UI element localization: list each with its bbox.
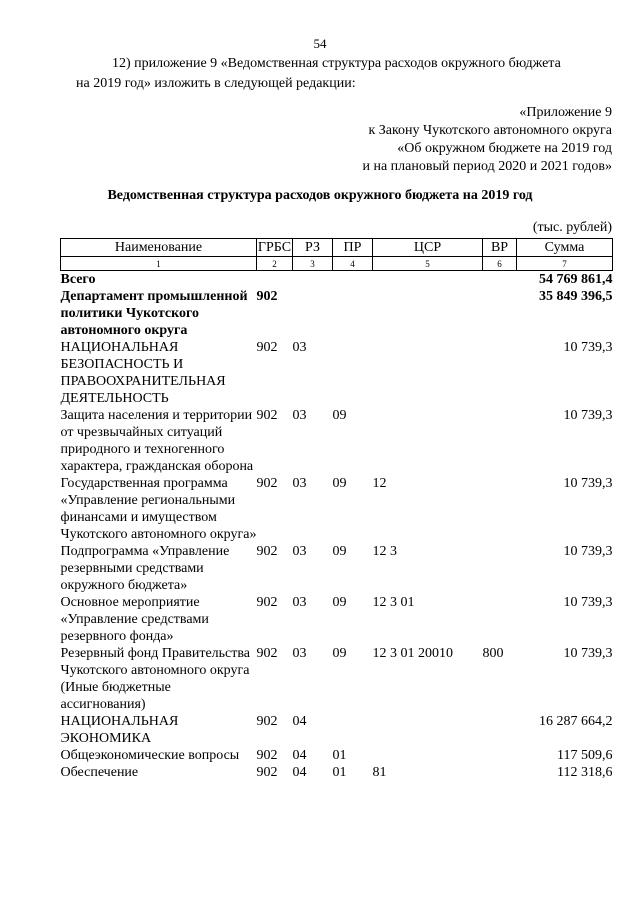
amendment-line-2: на 2019 год» изложить в следующей редакции: [76, 76, 356, 91]
row-pr: 09 [332, 408, 347, 423]
row-rz: 03 [292, 408, 307, 423]
row-sum: 10 739,3 [563, 476, 613, 491]
amendment-text [76, 54, 616, 94]
table-row [61, 764, 613, 781]
row-grbs: 902 [256, 748, 278, 763]
row-rz: 03 [292, 646, 307, 661]
row-vr [483, 339, 517, 407]
row-grbs: 902 [256, 289, 278, 304]
row-grbs: 902 [256, 765, 278, 780]
header-grbs: ГРБС [257, 239, 292, 255]
header-name: Наименование [61, 239, 257, 257]
header-rz: РЗ [293, 239, 333, 257]
row-grbs: 902 [256, 646, 278, 661]
table-row [61, 543, 613, 594]
table-row [61, 594, 613, 645]
row-sum: 10 739,3 [563, 340, 613, 355]
row-name: Всего [60, 272, 96, 287]
row-pr: 09 [332, 595, 347, 610]
row-csr: 81 [372, 765, 387, 780]
table-row [61, 645, 613, 713]
row-grbs: 902 [256, 714, 278, 729]
row-vr [483, 407, 517, 475]
annex-line: к Закону Чукотского автономного округа [368, 123, 612, 138]
row-sum: 10 739,3 [563, 544, 613, 559]
row-csr [373, 713, 483, 747]
units-label: (тыс. рублей) [532, 220, 612, 235]
row-grbs: 902 [256, 476, 278, 491]
row-name: Общеэкономические вопросы [60, 748, 240, 763]
annex-header [362, 104, 612, 176]
row-name: Основное мероприятие «Управление средствами резервного фонда» [60, 595, 209, 644]
row-vr [483, 475, 517, 543]
document-title: Ведомственная структура расходов окружного бюджета на 2019 год [107, 188, 533, 203]
row-grbs: 902 [256, 544, 278, 559]
row-grbs: 902 [256, 595, 278, 610]
row-sum: 16 287 664,2 [539, 714, 613, 729]
row-grbs: 902 [256, 408, 278, 423]
row-sum: 10 739,3 [563, 595, 613, 610]
row-vr: 800 [482, 646, 504, 661]
table-row [61, 475, 613, 543]
header-vr: ВР [483, 239, 517, 257]
row-name: НАЦИОНАЛЬНАЯ БЕЗОПАСНОСТЬ И ПРАВООХРАНИТЕЛЬНАЯ ДЕЯТЕЛЬНОСТЬ [60, 340, 226, 406]
table-row [61, 288, 613, 339]
row-pr [333, 339, 373, 407]
row-name: Защита населения и территории от чрезвычайных ситуаций природного и техногенного характера, гражданская оборона [60, 408, 254, 474]
row-rz: 03 [292, 476, 307, 491]
table-header-row [61, 239, 613, 257]
row-rz: 04 [292, 714, 307, 729]
row-rz: 04 [292, 748, 307, 763]
row-vr [483, 713, 517, 747]
column-number: 5 [373, 257, 483, 271]
table-row [61, 271, 613, 289]
table-row [61, 407, 613, 475]
table-row [61, 339, 613, 407]
row-pr: 01 [332, 748, 347, 763]
row-sum: 117 509,6 [557, 748, 613, 763]
row-vr [483, 747, 517, 764]
row-name: Обеспечение [60, 765, 139, 780]
header-pr: ПР [333, 239, 373, 257]
header-csr: ЦСР [373, 239, 483, 257]
row-pr [333, 288, 373, 339]
annex-line: «Об окружном бюджете на 2019 год [397, 141, 612, 156]
column-number-row [61, 257, 613, 271]
header-sum: Сумма [517, 239, 613, 257]
row-csr [373, 339, 483, 407]
row-rz [293, 288, 333, 339]
row-sum: 35 849 396,5 [539, 289, 613, 304]
row-vr [483, 543, 517, 594]
row-name: Резервный фонд Правительства Чукотского автономного округа (Иные бюджетные ассигнования) [60, 646, 251, 712]
row-csr: 12 3 [372, 544, 397, 559]
row-rz: 03 [292, 544, 307, 559]
row-vr [483, 764, 517, 781]
row-csr: 12 [372, 476, 387, 491]
row-rz [293, 271, 333, 289]
row-csr: 12 3 01 [372, 595, 415, 610]
row-sum: 10 739,3 [563, 646, 613, 661]
row-grbs: 902 [256, 340, 278, 355]
row-pr: 09 [332, 544, 347, 559]
row-rz: 03 [292, 340, 307, 355]
amendment-line-1: 12) приложение 9 «Ведомственная структура расходов окружного бюджета [112, 56, 561, 71]
row-sum: 10 739,3 [563, 408, 613, 423]
row-sum: 112 318,6 [557, 765, 613, 780]
row-rz: 03 [292, 595, 307, 610]
column-number: 3 [293, 257, 333, 271]
row-vr [483, 288, 517, 339]
row-name: Подпрограмма «Управление резервными средствами окружного бюджета» [60, 544, 230, 593]
table-row [61, 713, 613, 747]
table-row [61, 747, 613, 764]
row-pr [333, 713, 373, 747]
row-csr [373, 288, 483, 339]
column-number: 6 [483, 257, 517, 271]
budget-table [60, 238, 613, 781]
row-rz: 04 [292, 765, 307, 780]
page-number: 54 [313, 36, 327, 51]
column-number: 7 [517, 257, 613, 271]
row-grbs [257, 271, 293, 289]
row-sum: 54 769 861,4 [539, 272, 613, 287]
row-pr [333, 271, 373, 289]
row-vr [483, 271, 517, 289]
row-vr [483, 594, 517, 645]
column-number: 2 [257, 257, 293, 271]
annex-line: «Приложение 9 [519, 105, 612, 120]
row-pr: 09 [332, 646, 347, 661]
row-csr: 12 3 01 20010 [372, 646, 453, 661]
row-pr: 01 [332, 765, 347, 780]
row-name: Департамент промышленной политики Чукотского автономного округа [60, 289, 248, 338]
row-name: НАЦИОНАЛЬНАЯ ЭКОНОМИКА [60, 714, 179, 746]
row-csr [373, 747, 483, 764]
row-pr: 09 [332, 476, 347, 491]
row-csr [373, 407, 483, 475]
row-csr [373, 271, 483, 289]
row-name: Государственная программа «Управление региональными финансами и имуществом Чукотского автономного округа» [60, 476, 257, 542]
column-number: 4 [333, 257, 373, 271]
budget-table-body [61, 271, 613, 782]
column-number: 1 [61, 257, 257, 271]
annex-line: и на плановый период 2020 и 2021 годов» [362, 159, 612, 174]
